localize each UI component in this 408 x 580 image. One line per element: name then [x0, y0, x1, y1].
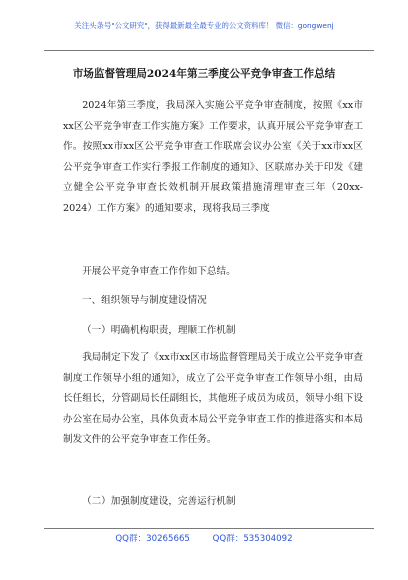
qq-group-two: QQ群：535304092	[212, 534, 293, 544]
header-banner: 关注头条号"公文研究"，获得最新最全最专业的公文资料库！ 微信：gongwenj	[74, 21, 334, 30]
qq-group-one: QQ群：30265665	[115, 534, 190, 544]
header-divider	[44, 50, 374, 51]
intro-paragraph: 2024年第三季度，我局深入实施公平竞争审查制度，按照《xx市xx区公平竞争审查工作实施方案》工作要求，认真开展公平竞争审查工作。按照xx市xx区公平竞争审查工作联席会议办公室《关于xx市xx区公平竞争审查工作实行季报工作制度的通知》、区联席办关于印发《建立健全公平竞争审查长效机制开展政策措施清理审查三年（20xx-2024）工作方案》的通知要求，现将我局三季度	[63, 100, 363, 214]
footer-divider	[44, 528, 374, 529]
subsection-heading-one: （一）明确机构职责，理顺工作机制	[82, 325, 236, 336]
body-paragraph-one: 我局制定下发了《xx市xx区市场监督管理局关于成立公平竞争审查制度工作领导小组的通知》，成立了公平竞争审查工作领导小组，由局长任组长，分管副局长任副组长，其他班子成员为成员，领导小组下设办公室在局办公室，具体负责本局公平竞争审查工作的推进落实和本局制发文件的公平竞争审查工作任务。	[63, 352, 363, 446]
intro-continued: 开展公平竞争审查工作作如下总结。	[82, 266, 236, 277]
subsection-heading-two: （二）加强制度建设，完善运行机制	[82, 496, 236, 507]
section-heading-one: 一、组织领导与制度建设情况	[82, 295, 207, 306]
footer-contacts	[0, 532, 408, 544]
document-title: 市场监督管理局2024年第三季度公平竞争审查工作总结	[72, 68, 336, 80]
